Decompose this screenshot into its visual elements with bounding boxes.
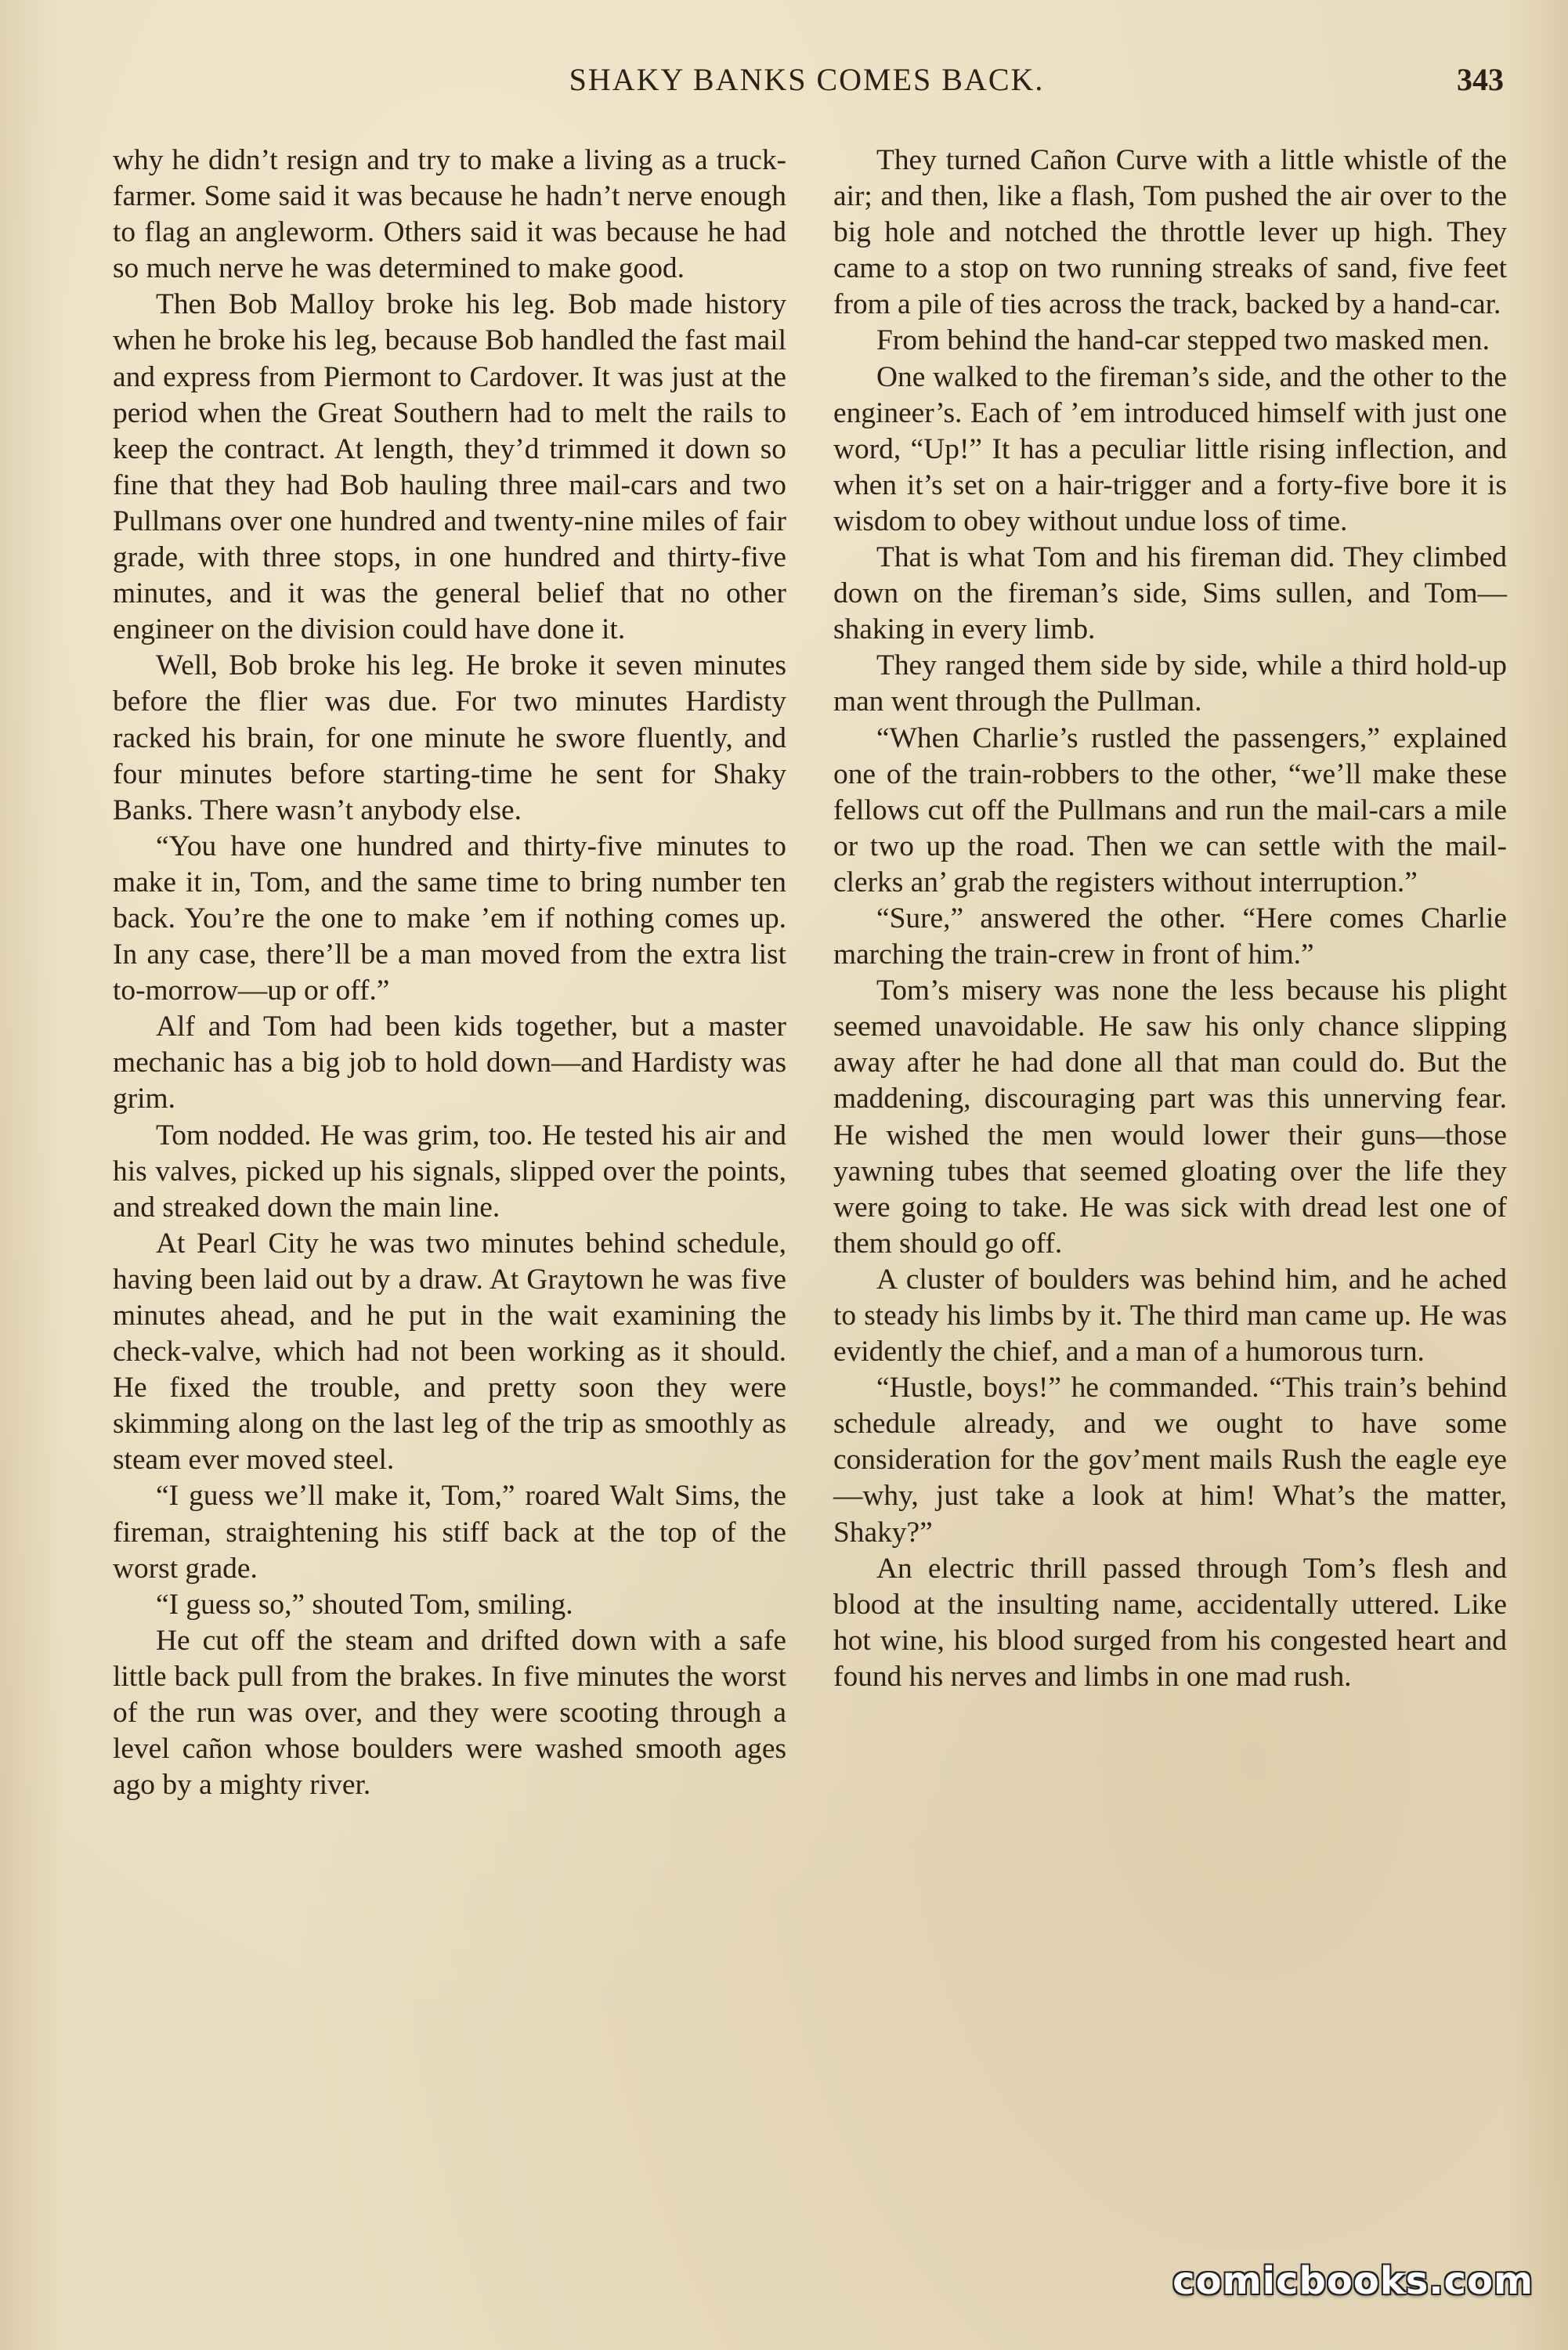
paragraph: “When Charlie’s rustled the passengers,” explained one of the train-robbers to the other, “we’ll make these fellows cut off the Pullmans and run the mail-cars a mile or two up the road. Then we can settle with the mail-clerks an’ grab the registers without interruption.” [833,721,1507,898]
paragraph: Tom’s misery was none the less because his plight seemed unavoidable. He saw his only chance slipping away after he had done all that man could do. But the maddening, discouraging part was this unnerving fear. He wished the men would lower their guns—those yawning tubes that seemed gloating over the life they were going to take. He was sick with dread lest one of them should go off. [833,974,1507,1260]
paragraph: An electric thrill passed through Tom’s flesh and blood at the insulting name, accidentally uttered. Like hot wine, his blood surged from his congested heart and found his nerves and limbs in one mad rush. [833,1552,1507,1693]
paragraph: Then Bob Malloy broke his leg. Bob made history when he broke his leg, because Bob handled the fast mail and express from Piermont to Cardover. It was just at the period when the Great Southern had to melt the rails to keep the contract. At length, they’d trimmed it down so fine that they had Bob hauling three mail-cars and two Pullmans over one hundred and twenty-nine miles of fair grade, with three stops, in one hundred and thirty-five minutes, and it was the general belief that no other engineer on the division could have done it. [113,288,786,646]
paragraph: They ranged them side by side, while a third hold-up man went through the Pullman. [833,649,1507,718]
paragraph: A cluster of boulders was behind him, and he ached to steady his limbs by it. The third man came up. He was evidently the chief, and a man of a humorous turn. [833,1263,1507,1368]
right-column [833,143,1507,1695]
paragraph: “Hustle, boys!” he commanded. “This train’s behind schedule already, and we ought to have some consideration for the gov’ment mails Rush the eagle eye—why, just take a look at him! What’s the matter, Shaky?” [833,1372,1507,1549]
paragraph: “I guess so,” shouted Tom, smiling. [156,1588,573,1621]
paragraph: They turned Cañon Curve with a little whistle of the air; and then, like a flash, Tom pushed the air over to the big hole and notched the throttle lever up high. They came to a stop on two running streaks of sand, five feet from a pile of ties across the track, backed by a hand-car. [833,144,1507,321]
page-number: 343 [1457,62,1504,97]
paragraph: Well, Bob broke his leg. He broke it seven minutes before the flier was due. For two minutes Hardisty racked his brain, for one minute he swore fluently, and four minutes before starting-time he sent for Shaky Banks. There wasn’t anybody else. [113,649,786,826]
paragraph: That is what Tom and his fireman did. They climbed down on the fireman’s side, Sims sullen, and Tom—shaking in every limb. [833,541,1507,646]
paragraph: Alf and Tom had been kids together, but a master mechanic has a big job to hold down—and Hardisty was grim. [113,1010,786,1115]
paragraph: From behind the hand-car stepped two masked men. [876,324,1490,357]
running-head: SHAKY BANKS COMES BACK. [569,62,1045,97]
paragraph: One walked to the fireman’s side, and the other to the engineer’s. Each of ’em introduced himself with just one word, “Up!” It has a peculiar little rising inflection, and when it’s set on a hair-trigger and a forty-five bore it is wisdom to obey without undue loss of time. [833,360,1507,537]
paragraph: “You have one hundred and thirty-five minutes to make it in, Tom, and the same time to bring number ten back. You’re the one to make ’em if nothing comes up. In any case, there’ll be a man moved from the extra list to-morrow—up or off.” [113,830,786,1007]
paragraph: Tom nodded. He was grim, too. He tested his air and his valves, picked up his signals, slipped over the points, and streaked down the main line. [113,1119,786,1224]
paragraph: He cut off the steam and drifted down with a safe little back pull from the brakes. In five minutes the worst of the run was over, and they were scooting through a level cañon whose boulders were washed smooth ages ago by a mighty river. [113,1624,786,1802]
page-header [110,61,1504,108]
paragraph: “I guess we’ll make it, Tom,” roared Walt Sims, the fireman, straightening his stiff back at the top of the worst grade. [113,1480,786,1585]
site-watermark: comicbooks.com [1172,2259,1534,2303]
paragraph: At Pearl City he was two minutes behind schedule, having been laid out by a draw. At Graytown he was five minutes ahead, and he put in the wait examining the check-valve, which had not been working as it should. He fixed the trouble, and pretty soon they were skimming along on the last leg of the trip as smoothly as steam ever moved steel. [113,1227,786,1477]
paragraph: why he didn’t resign and try to make a living as a truck-farmer. Some said it was because he hadn’t nerve enough to flag an angleworm. Others said it was because he had so much nerve he was determined to make good. [113,144,786,285]
paragraph: “Sure,” answered the other. “Here comes Charlie marching the train-crew in front of him.” [833,902,1507,971]
left-column [113,143,786,1803]
